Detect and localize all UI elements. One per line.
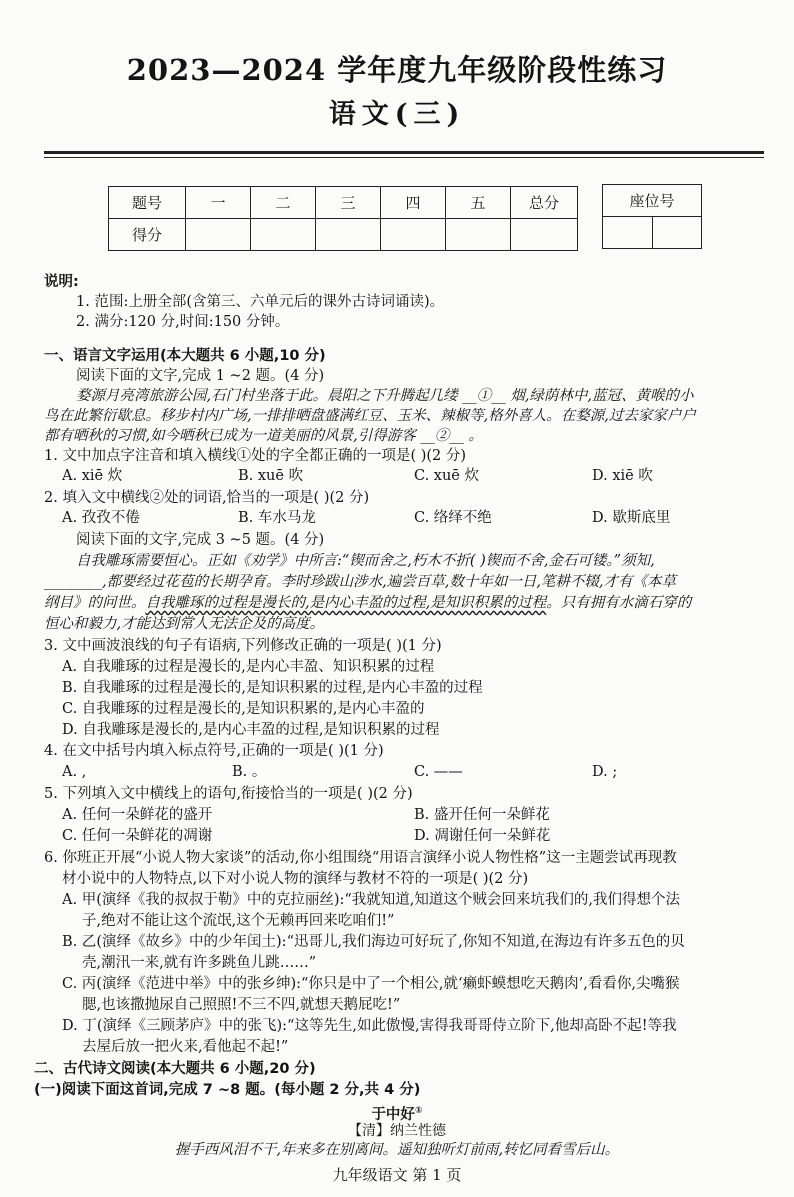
score-cell-total: 总分: [511, 187, 578, 219]
q2-stem: 2. 填入文中横线②处的词语,恰当的一项是( )(2 分): [44, 490, 370, 506]
q4-option-c[interactable]: C. ——: [414, 764, 463, 780]
seat-input-2[interactable]: [652, 217, 702, 249]
q5-option-d[interactable]: D. 凋谢任何一朵鲜花: [414, 828, 551, 844]
q5-option-a[interactable]: A. 任何一朵鲜花的盛开: [62, 807, 213, 823]
score-cell-3: 三: [316, 187, 381, 219]
score-input-4[interactable]: [381, 219, 446, 251]
passage1-line: 都有晒秋的习惯,如今晒秋已成为一道美丽的风景,引得游客 __②__ 。: [44, 428, 483, 444]
q6-stem: 材小说中的人物特点,以下对小说人物的演绎与教材不符的一项是( )(2 分): [62, 871, 529, 887]
score-input-1[interactable]: [186, 219, 251, 251]
passage2-line: ________,都要经过花苞的长期孕育。李时珍跋山涉水,遍尝百草,数十年如一日,笔耕不辍,才有《本草: [44, 574, 677, 590]
q5-stem: 5. 下列填入文中横线上的语句,衔接恰当的一项是( )(2 分): [44, 786, 413, 802]
q4-option-b[interactable]: B. 。: [232, 764, 267, 780]
q2-option-c[interactable]: C. 络绎不绝: [414, 510, 492, 526]
poem-footnote-mark: ①: [414, 1106, 423, 1116]
poem-line: 握手西风泪不干,年来多在别离间。遥知独听灯前雨,转忆同看雪后山。: [174, 1142, 620, 1158]
q3-stem: 3. 文中画波浪线的句子有语病,下列修改正确的一项是( )(1 分): [44, 638, 442, 654]
q6-option-c-cont: 腮,也该撒抛尿自己照照!不三不四,就想天鹅屁吃!”: [82, 997, 401, 1013]
score-cell-4: 四: [381, 187, 446, 219]
q6-option-a-cont: 子,绝对不能让这个流氓,这个无赖再回来吃咱们!”: [82, 913, 395, 929]
instructions-heading: 说明:: [44, 274, 79, 290]
q6-option-b[interactable]: B. 乙(演绎《故乡》中的少年闰土):“迅哥儿,我们海边可好玩了,你知不知道,在海边有许多五色的贝: [62, 934, 685, 950]
score-cell-label: 题号: [109, 187, 186, 219]
footer-text: 九年级语文 第 1 页: [332, 1166, 462, 1184]
header-rule-thin: [44, 157, 764, 158]
seat-table: [602, 184, 702, 249]
score-table-header-row: [109, 187, 578, 219]
q2-option-d[interactable]: D. 歇斯底里: [592, 510, 671, 526]
passage1-line: 婺源月亮湾旅游公园,石门村坐落于此。晨阳之下升腾起几缕 __①__ 烟,绿荫林中,蓝冠、黄喉的小: [76, 388, 694, 404]
passage2-line: 恒心和毅力,才能达到常人无法企及的高度。: [44, 616, 325, 632]
score-row-label: 得分: [109, 219, 186, 251]
q5-option-b[interactable]: B. 盛开任何一朵鲜花: [414, 807, 550, 823]
instruction-item: 2. 满分:120 分,时间:150 分钟。: [76, 314, 290, 330]
seat-input-1[interactable]: [603, 217, 653, 249]
passage2-segment: 。只有拥有水滴石穿的: [546, 595, 692, 611]
passage2-line: 自我雕琢需要恒心。正如《劝学》中所言:“锲而舍之,朽木不折( )锲而不舍,金石可镂。”须知,: [76, 553, 655, 569]
poem-author: 【清】纳兰性德: [348, 1123, 446, 1139]
q1-option-b[interactable]: B. xuē 吹: [238, 468, 304, 484]
section2-sub1: (一)阅读下面这首词,完成 7 ~8 题。(每小题 2 分,共 4 分): [34, 1082, 421, 1098]
q3-option-b[interactable]: B. 自我雕琢的过程是漫长的,是知识积累的过程,是内心丰盈的过程: [62, 680, 483, 696]
q6-option-b-cont: 壳,潮汛一来,就有许多跳鱼儿跳……”: [82, 955, 317, 971]
q4-option-a[interactable]: A. ,: [62, 764, 87, 780]
score-input-5[interactable]: [446, 219, 511, 251]
q4-stem: 4. 在文中括号内填入标点符号,正确的一项是( )(1 分): [44, 743, 384, 759]
section1-heading: 一、语言文字运用(本大题共 6 小题,10 分): [44, 348, 326, 364]
exam-title: 2023—2024 学年度九年级阶段性练习: [126, 53, 668, 87]
q3-option-a[interactable]: A. 自我雕琢的过程是漫长的,是内心丰盈、知识积累的过程: [62, 659, 435, 675]
instruction-item: 1. 范围:上册全部(含第三、六单元后的课外古诗词诵读)。: [76, 294, 445, 310]
score-table: [108, 186, 578, 251]
q3-option-c[interactable]: C. 自我雕琢的过程是漫长的,是知识积累的,是内心丰盈的: [62, 701, 425, 717]
q2-option-b[interactable]: B. 车水马龙: [238, 510, 316, 526]
section2-heading: 二、古代诗文阅读(本大题共 6 小题,20 分): [34, 1061, 316, 1077]
q1-option-c[interactable]: C. xuē 炊: [414, 468, 480, 484]
score-cell-2: 二: [251, 187, 316, 219]
q6-option-c[interactable]: C. 丙(演绎《范进中举》中的张乡绅):“你只是中了一个相公,就‘癞虾蟆想吃天鹅肉’,看看你,尖嘴猴: [62, 976, 680, 992]
q6-option-d-cont: 去屋后放一把火来,看他起不起!”: [82, 1039, 289, 1055]
passage1-line: 鸟在此繁衍歇息。移步村内广场,一排排晒盘盛满红豆、玉米、辣椒等,格外喜人。在婺源,过去家家户户: [44, 408, 696, 424]
seat-label: 座位号: [603, 185, 702, 217]
score-input-2[interactable]: [251, 219, 316, 251]
passage2-segment: 纲目》的问世。: [44, 595, 146, 611]
q6-stem: 6. 你班正开展“小说人物大家谈”的活动,你小组围绕“用语言演绎小说人物性格”这一主题尝试再现教: [44, 850, 677, 866]
section1-intro2: 阅读下面的文字,完成 3 ~5 题。(4 分): [76, 532, 325, 548]
q1-stem: 1. 文中加点字注音和填入横线①处的字全都正确的一项是( )(2 分): [44, 448, 467, 464]
q3-option-d[interactable]: D. 自我雕琢是漫长的,是内心丰盈的过程,是知识积累的过程: [62, 722, 440, 738]
q4-option-d[interactable]: D. ;: [592, 764, 618, 780]
q1-option-d[interactable]: D. xiē 吹: [592, 468, 653, 484]
wavy-underlined-sentence: 自我雕琢的过程是漫长的,是内心丰盈的过程,是知识积累的过程: [145, 595, 547, 611]
section1-intro1: 阅读下面的文字,完成 1 ~2 题。(4 分): [76, 368, 325, 384]
passage2-line-3: [44, 593, 691, 613]
q1-option-a[interactable]: A. xiē 炊: [62, 468, 123, 484]
score-cell-5: 五: [446, 187, 511, 219]
q2-option-a[interactable]: A. 孜孜不倦: [62, 510, 140, 526]
score-input-total[interactable]: [511, 219, 578, 251]
exam-subtitle: 语文(三): [328, 99, 466, 130]
header-rule-thick: [44, 151, 764, 154]
poem-title: 于中好: [371, 1106, 415, 1123]
score-table-score-row: [109, 219, 578, 251]
q5-option-c[interactable]: C. 任何一朵鲜花的凋谢: [62, 828, 213, 844]
q6-option-d[interactable]: D. 丁(演绎《三顾茅庐》中的张飞):“这等先生,如此傲慢,害得我哥哥侍立阶下,他却高卧不起!等我: [62, 1018, 677, 1034]
score-input-3[interactable]: [316, 219, 381, 251]
q6-option-a[interactable]: A. 甲(演绎《我的叔叔于勒》中的克拉丽丝):“我就知道,知道这个贼会回来坑我们的,我们得想个法: [62, 892, 681, 908]
score-cell-1: 一: [186, 187, 251, 219]
